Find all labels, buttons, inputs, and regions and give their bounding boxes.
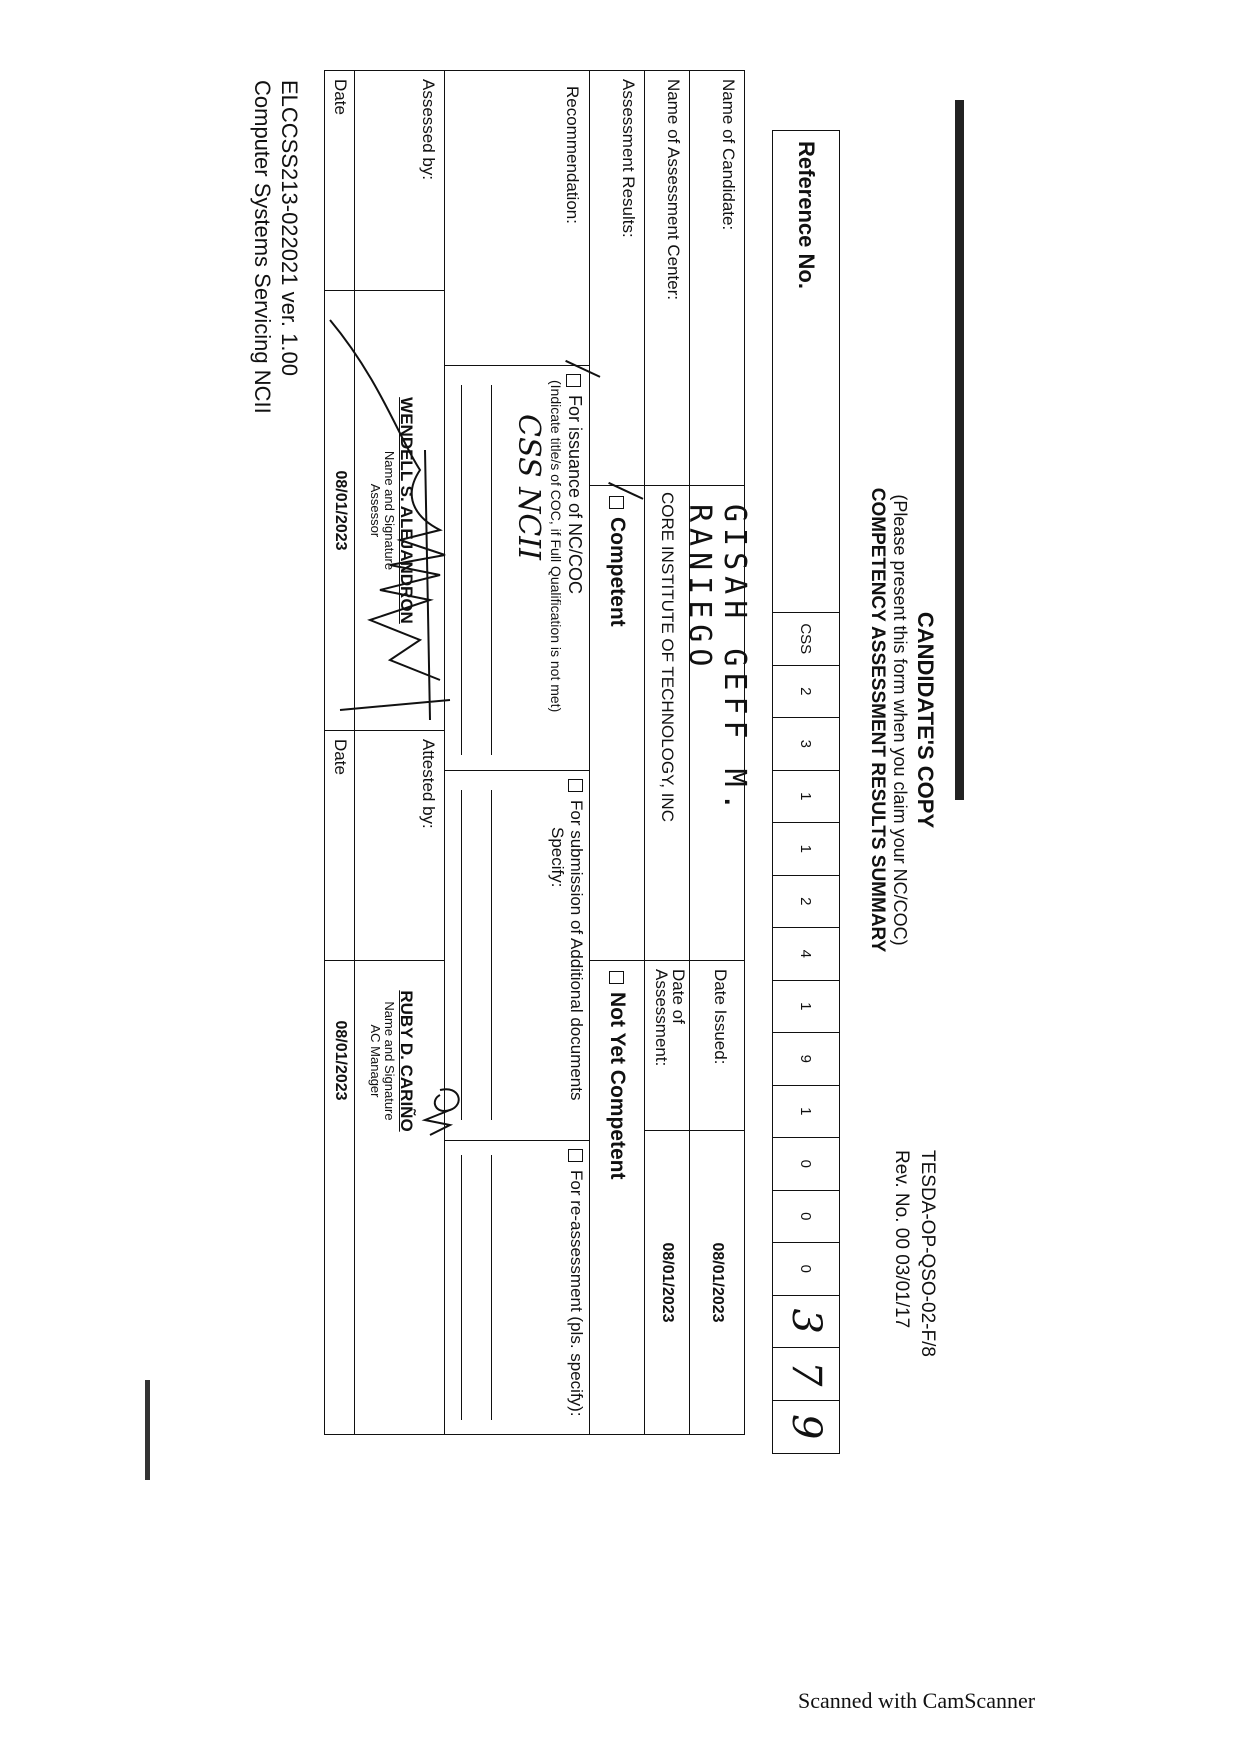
qualification-title: Computer Systems Servicing NCII [250, 80, 275, 414]
reference-cell-handwritten: 7 [773, 1348, 839, 1401]
camscanner-watermark: Scanned with CamScanner [798, 1688, 1036, 1713]
form-header-subtitle: (Please present this form when you claim your NC/COC) [890, 494, 910, 946]
reference-cell: 0 [773, 1191, 839, 1244]
reference-cell: 4 [773, 928, 839, 981]
manager-name: RUBY D. CARIÑO [397, 990, 416, 1132]
revision-number: Rev. No. 00 03/01/17 [891, 1150, 912, 1329]
reference-cell: 1 [773, 1086, 839, 1139]
reassessment-label: For re-assessment (pls. specify): [567, 1170, 586, 1417]
date-issued-value: 08/01/2023 [689, 1130, 745, 1435]
submission-specify: Specify: [548, 827, 567, 888]
date-issued-label: Date Issued: [689, 960, 745, 1131]
attested-by-label: Attested by: [354, 730, 445, 961]
write-line [491, 1155, 492, 1420]
date-cell-filler [324, 1159, 355, 1435]
reference-number-row [772, 130, 840, 1454]
recommendation-reassessment[interactable] [444, 1140, 590, 1435]
write-line [461, 385, 462, 755]
issuance-checkbox[interactable] [566, 374, 581, 387]
result-competent-option[interactable] [589, 485, 645, 961]
issuance-label: For issuance of NC/COC [565, 395, 585, 595]
reference-cell: 3 [773, 718, 839, 771]
reference-cell: 0 [773, 1243, 839, 1296]
reference-cell: 2 [773, 666, 839, 719]
issuance-note: (Indicate title/s of COC, if Full Qualification is not met) [548, 380, 564, 713]
reference-cell: 1 [773, 823, 839, 876]
form-footer-code: ELCCSS213-022021 ver. 1.00 [277, 80, 302, 376]
date-of-assessment-value: 08/01/2023 [644, 1130, 690, 1435]
assessment-results-label: Assessment Results: [589, 70, 645, 486]
reference-label: Reference No. [773, 131, 839, 613]
write-line [461, 790, 462, 1120]
assessor-date-value: 08/01/2023 [324, 290, 355, 731]
recommendation-submission[interactable] [444, 770, 590, 1141]
assessment-center-value: CORE INSTITUTE OF TECHNOLOGY, INC [644, 485, 690, 961]
assessment-center-label: Name of Assessment Center: [644, 70, 690, 486]
date-of-assessment-label: Date of Assessment: [644, 960, 690, 1131]
assessor-sub-label: Name and Signature [382, 450, 397, 571]
assessor-date-label: Date [324, 70, 355, 291]
not-yet-competent-label: Not Yet Competent [606, 992, 629, 1180]
reference-cell: 9 [773, 1033, 839, 1086]
manager-role: AC Manager [368, 1024, 383, 1098]
assessor-name: WENDELL S. ALEJANDRON [397, 397, 416, 624]
assessor-signature-block [354, 290, 445, 731]
manager-sub-label: Name and Signature [382, 1001, 397, 1121]
reference-cell-handwritten: 3 [773, 1296, 839, 1349]
reassessment-checkbox[interactable] [568, 1149, 583, 1162]
reference-cell: 1 [773, 981, 839, 1034]
reference-cell: CSS [773, 613, 839, 666]
manager-date-label: Date [324, 730, 355, 961]
form-code: TESDA-OP-QSO-02-F/8 [917, 1150, 938, 1357]
form-header-title: CANDIDATE'S COPY [913, 611, 938, 829]
submission-label: For submission of Additional documents [567, 800, 586, 1101]
candidate-name-value: GISAH GEFF M. RANIEGO [689, 485, 745, 961]
assessor-role: Assessor [368, 483, 383, 538]
reference-cell: 2 [773, 876, 839, 929]
competent-checkbox[interactable] [610, 496, 625, 509]
assessed-by-label: Assessed by: [354, 70, 445, 291]
not-yet-competent-checkbox[interactable] [610, 971, 625, 984]
write-line [461, 1155, 462, 1420]
manager-date-value: 08/01/2023 [324, 960, 355, 1160]
reference-cell-handwritten: 9 [783, 1414, 829, 1440]
write-line [491, 790, 492, 1120]
reference-cell: 0 [773, 1138, 839, 1191]
reference-cell: 1 [773, 771, 839, 824]
recommendation-label: Recommendation: [563, 86, 582, 224]
form-title: COMPETENCY ASSESSMENT RESULTS SUMMARY [867, 487, 888, 953]
submission-checkbox[interactable] [568, 779, 583, 792]
candidate-name-label: Name of Candidate: [689, 70, 745, 486]
recommendation-issuance[interactable] [444, 365, 590, 771]
write-line [491, 385, 492, 755]
manager-signature-block [354, 960, 445, 1435]
competent-label: Competent [606, 517, 629, 627]
result-not-yet-competent-option[interactable] [589, 960, 645, 1435]
issuance-handwritten-title: CSS NCII [511, 414, 546, 560]
